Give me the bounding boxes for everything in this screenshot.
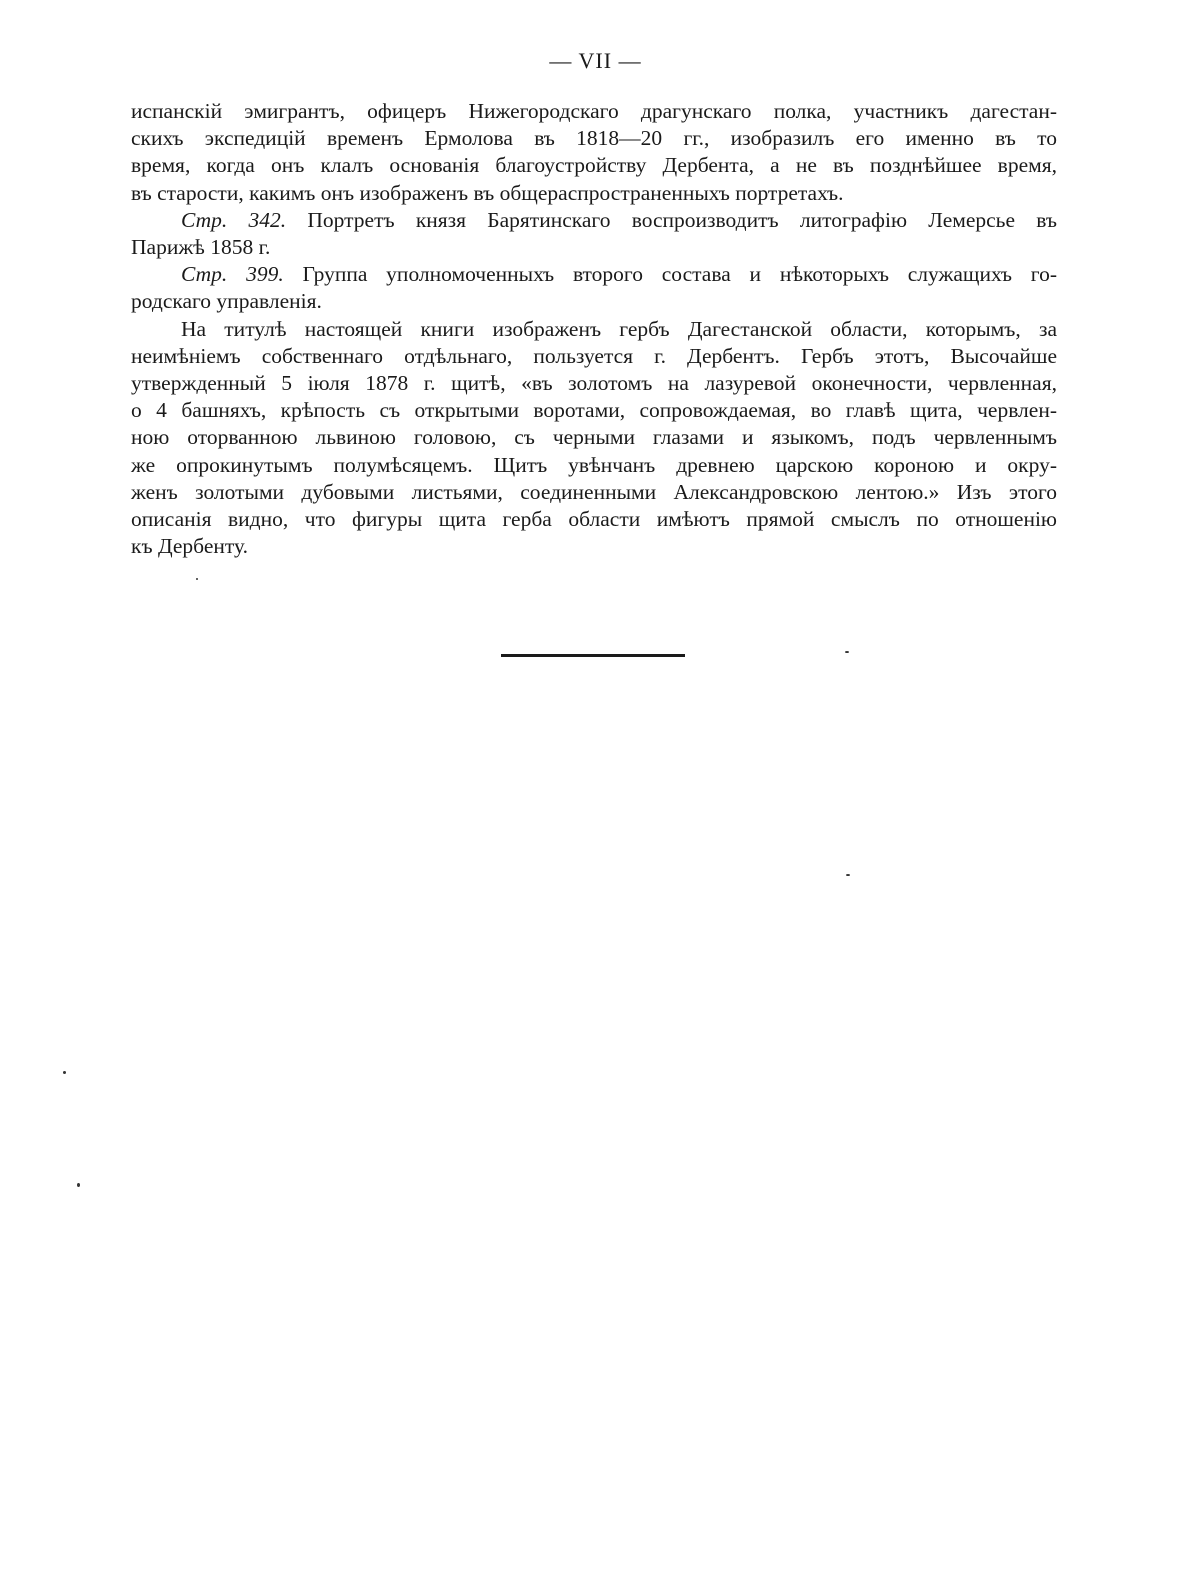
text-line bbox=[131, 261, 1057, 288]
text-line: На титулѣ настоящей книги изображенъ гербъ Дагестанской области, которымъ, за bbox=[181, 316, 1057, 341]
text-line: неимѣніемъ собственнаго отдѣльнаго, пользуется г. Дербентъ. Гербъ этотъ, Высочайше bbox=[131, 343, 1057, 368]
section-end-rule bbox=[501, 654, 685, 657]
page-number: — VII — bbox=[549, 48, 642, 73]
text-line: родскаго управленія. bbox=[131, 289, 322, 314]
scan-speck bbox=[846, 874, 850, 876]
text-line: женъ золотыми дубовыми листьями, соединенными Александровскою лентою.» Изъ этого bbox=[131, 479, 1057, 504]
text-segment: Портретъ князя Барятинскаго воспроизводитъ литографію Лемерсье въ bbox=[286, 207, 1057, 232]
text-line: утвержденный 5 іюля 1878 г. щитѣ, «въ золотомъ на лазуревой оконечности, червленная, bbox=[131, 371, 1057, 396]
page-reference-label: Стр. 399. bbox=[181, 262, 284, 287]
body-text bbox=[131, 98, 1057, 560]
text-line bbox=[131, 207, 1057, 234]
scan-speck bbox=[845, 651, 849, 653]
text-line: скихъ экспедицій временъ Ермолова въ 1818—20 гг., изобразилъ его именно въ то bbox=[131, 126, 1057, 151]
text-line: ною оторванною львиною головою, съ черными глазами и языкомъ, подъ червленнымъ bbox=[131, 425, 1057, 450]
text-line: о 4 башняхъ, крѣпость съ открытыми воротами, сопровождаемая, во главѣ щита, червлен- bbox=[131, 398, 1057, 423]
scan-speck bbox=[77, 1183, 80, 1187]
text-line: Парижѣ 1858 г. bbox=[131, 235, 271, 260]
scan-speck bbox=[63, 1071, 66, 1074]
text-line: время, когда онъ клалъ основанія благоустройству Дербента, а не въ позднѣйшее время, bbox=[131, 153, 1057, 178]
page-reference-label: Стр. 342. bbox=[181, 207, 287, 232]
text-line: испанскій эмигрантъ, офицеръ Нижегородскаго драгунскаго полка, участникъ дагестан- bbox=[131, 99, 1057, 123]
text-segment: Группа уполномоченныхъ второго состава и нѣкоторыхъ служащихъ го- bbox=[283, 262, 1058, 287]
text-line: же опрокинутымъ полумѣсяцемъ. Щитъ увѣнчанъ древнею царскою короною и окру- bbox=[131, 452, 1057, 477]
text-line: въ старости, какимъ онъ изображенъ въ общераспространенныхъ портретахъ. bbox=[131, 180, 844, 205]
text-line: описанія видно, что фигуры щита герба области имѣютъ прямой смыслъ по отношенію bbox=[131, 507, 1057, 532]
text-line: къ Дербенту. bbox=[131, 534, 248, 559]
scan-speck bbox=[196, 578, 198, 580]
